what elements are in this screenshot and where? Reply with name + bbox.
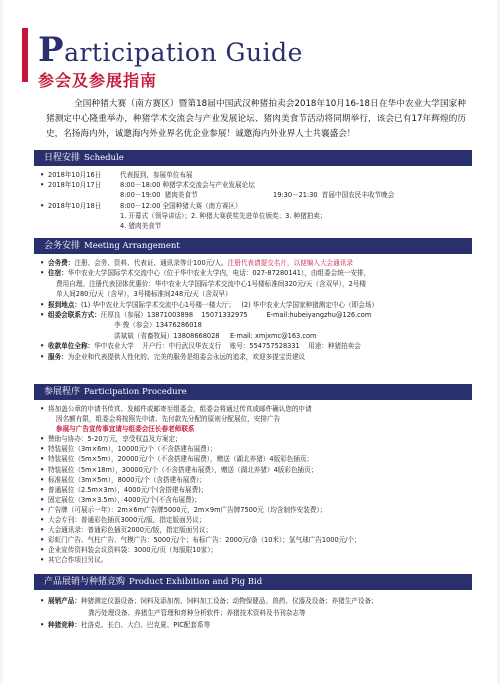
schedule-text: 8:00－18:00 种猪学术交流会与产业发展论坛	[120, 181, 255, 190]
schedule-text: 1. 开幕式（领导讲话）；2. 种猪大赛获奖先进单位颁奖；3. 种猪拍卖；	[120, 211, 327, 220]
title-rest: articipation Guide	[64, 38, 303, 67]
exhibition-row: 粪污处理设备、养猪生产管理和育种分析软件；养猪技术资料及书刊杂志等	[88, 609, 306, 617]
meeting-row: 单人间280元/天（含早），3号楼标准间248元/天（含双早）	[56, 290, 232, 299]
schedule-row	[40, 190, 472, 200]
meeting-header	[34, 238, 472, 254]
meeting-row: 李 俊（参会）13476286018	[114, 321, 202, 330]
meeting-row: • 会务费：注册、会务、资料、代表证、通讯录等计100元/人。注册代表请提交名片，以便编入大会通讯录	[40, 259, 353, 267]
schedule-text: 4. 猪肉美食节	[120, 222, 162, 231]
meeting-header-en: Meeting Arrangement	[84, 241, 180, 251]
schedule-list	[40, 170, 472, 231]
title-chinese: 参会及参展指南	[38, 71, 158, 90]
meeting-row: • 报到地点：(1) 华中农业大学国际学术交流中心1号楼一楼大厅； (2) 华中农业大学国家种猪测定中心（即会场）	[40, 300, 379, 309]
procedure-row: • 特装展位（5m×18m），30000元/个（不含搭建布展费），赠送（湖北养猪）4版彩色插页；	[40, 465, 318, 474]
exhibition-list	[40, 595, 472, 631]
schedule-header-cn: 日程安排	[44, 153, 81, 163]
title-initial: P	[38, 30, 65, 70]
exhibition-header	[34, 574, 472, 590]
meeting-row: • 收款单位全称：华中农业大学 开户行：中行武汉华农支行 账号：554757528331 用途：种猪拍卖会	[40, 342, 361, 351]
page-header	[22, 22, 482, 92]
procedure-row: • 企业宣传资料装会议资料袋：3000元/页（每版限10家）；	[40, 546, 218, 555]
schedule-row	[40, 211, 472, 221]
procedure-row: 因名额有限，组委会将按照先申请、先付款先分配的原则分配展位，安排广告	[56, 415, 281, 424]
procedure-row: • 彩虹门广告、气柱广告、气模广告：5000元/个；布标广告：2000元/条（10米）；氢气球广告1000元/个；	[40, 536, 361, 545]
procedure-row: • 标准展位（3m×5m），8000元/个（含搭建布展费）；	[40, 475, 206, 484]
schedule-row: • 2018年10月17日 8:00－18:00 种猪学术交流会与产业发展论坛	[40, 181, 255, 190]
procedure-list	[40, 404, 472, 566]
schedule-header	[34, 150, 472, 166]
exhibition-row: • 展销产品：种猪测定仪器设备；饲料及添加剂、饲料加工设备；动物保健品、兽药、仪器及设备；养猪生产设备；	[40, 597, 378, 605]
exhibition-row: • 种猪竞种：杜洛克、长白、大白、巴克夏、PIC配套系等	[40, 621, 211, 629]
schedule-date: 2018年10月18日	[48, 201, 102, 210]
title-english	[38, 30, 303, 70]
schedule-text: 8:00－12:00 全国种猪大赛（南方赛区）	[120, 201, 242, 210]
meeting-row: 费用自理。注册代表団体优惠价：华中农业大学国际学术交流中心1号楼标准间320元/天（含双早），2号楼	[56, 279, 367, 288]
procedure-row: • 特装展位（5m×5m），20000元/个（不含搭建布展费），赠送（湖北养猪）4版彩色插页；	[40, 455, 314, 464]
procedure-row: • 固定展位（3m×3.5m），4000元/个(不含布展费)；	[40, 495, 201, 504]
procedure-header	[34, 384, 472, 400]
procedure-row: • 广告牌（可展示一年）：2m×6m广告牌5000元，2m×9m广告牌7500元（均含制作安装费）；	[40, 505, 327, 514]
meeting-list	[40, 258, 472, 362]
intro-paragraph: 全国种猪大赛（南方赛区）暨第18届中国武汉种猪拍卖会2018年10月16-18日在华中农业大学国家种猪测定中心隆重举办，种猪学术交流会与产业发展论坛、猪肉美食节活动将同期举行，该会已有17年辉煌的历史，名扬海内外，诚邀海内外业界名优企业参展！诚邀海内外业界人士共襄盛会！	[46, 99, 466, 139]
schedule-date: 2018年10月17日	[48, 181, 102, 190]
meeting-header-cn: 会务安排	[44, 241, 81, 251]
procedure-header-cn: 参展程序	[44, 387, 81, 397]
schedule-date: 2018年10月16日	[48, 171, 102, 179]
procedure-row: 参展与广告宣传事宜请与组委会汪长春老师联系	[56, 425, 195, 434]
meeting-row: • 住宿：华中农业大学国际学术交流中心（位于华中农业大学内，电话：027-87280141），由组委会统一安排，	[40, 269, 371, 278]
meeting-row: • 服务：为企业和代表提供人性化的、完美的服务是组委会永远的追求，欢迎多提宝贵建议	[40, 352, 306, 361]
exhibition-header-cn: 产品展销与种猪竞购	[44, 577, 126, 587]
procedure-row: • 特装展位（3m×6m），10000元/个（不含搭建布展费）；	[40, 445, 217, 454]
schedule-text: 代表报到，参展单位布展	[120, 171, 193, 179]
schedule-text: 8:00－19:00 猪肉美食节 19:30－21:30 首届中国农民丰收节晚会	[120, 191, 395, 200]
schedule-row: • 2018年10月18日 8:00－12:00 全国种猪大赛（南方赛区）	[40, 201, 242, 210]
meeting-row: 洪斌斌（省畜牧局）13808668028 E-mail: xmjxmc@163.com	[114, 331, 317, 340]
procedure-row: • 大会专刊：普通彩色插页3000元/版，指定版面另议；	[40, 516, 206, 525]
schedule-header-en: Schedule	[84, 153, 124, 163]
exhibition-header-en: Product Exhibition and Pig Bid	[129, 577, 263, 587]
procedure-row: • 普通展位（2.5m×3m），4000元/个(含搭建布展费)；	[40, 485, 208, 494]
accent-bar	[22, 28, 28, 82]
schedule-row	[40, 221, 472, 231]
procedure-header-en: Participation Procedure	[84, 387, 187, 397]
procedure-row: • 大会通讯录：普通彩色插页2000元/版，指定版面另议；	[40, 526, 213, 535]
procedure-row: • 赞助与协办：5-20万元，享受权益及方案定；	[40, 435, 182, 444]
procedure-row: • 将加盖公章的申请书传真、发邮件或邮寄至组委会，组委会将通过传真或邮件确认您的申请	[40, 405, 312, 413]
meeting-row: • 组委会联系方式：汪厚良（参展）13871003898 15071332975 E-mail:hubeiyangzhu@126.com	[40, 311, 372, 320]
procedure-row: • 其它合作项目另议。	[40, 556, 108, 565]
schedule-row: • 2018年10月16日 代表报到，参展单位布展	[40, 171, 193, 179]
left-margin-strip	[0, 0, 3, 683]
